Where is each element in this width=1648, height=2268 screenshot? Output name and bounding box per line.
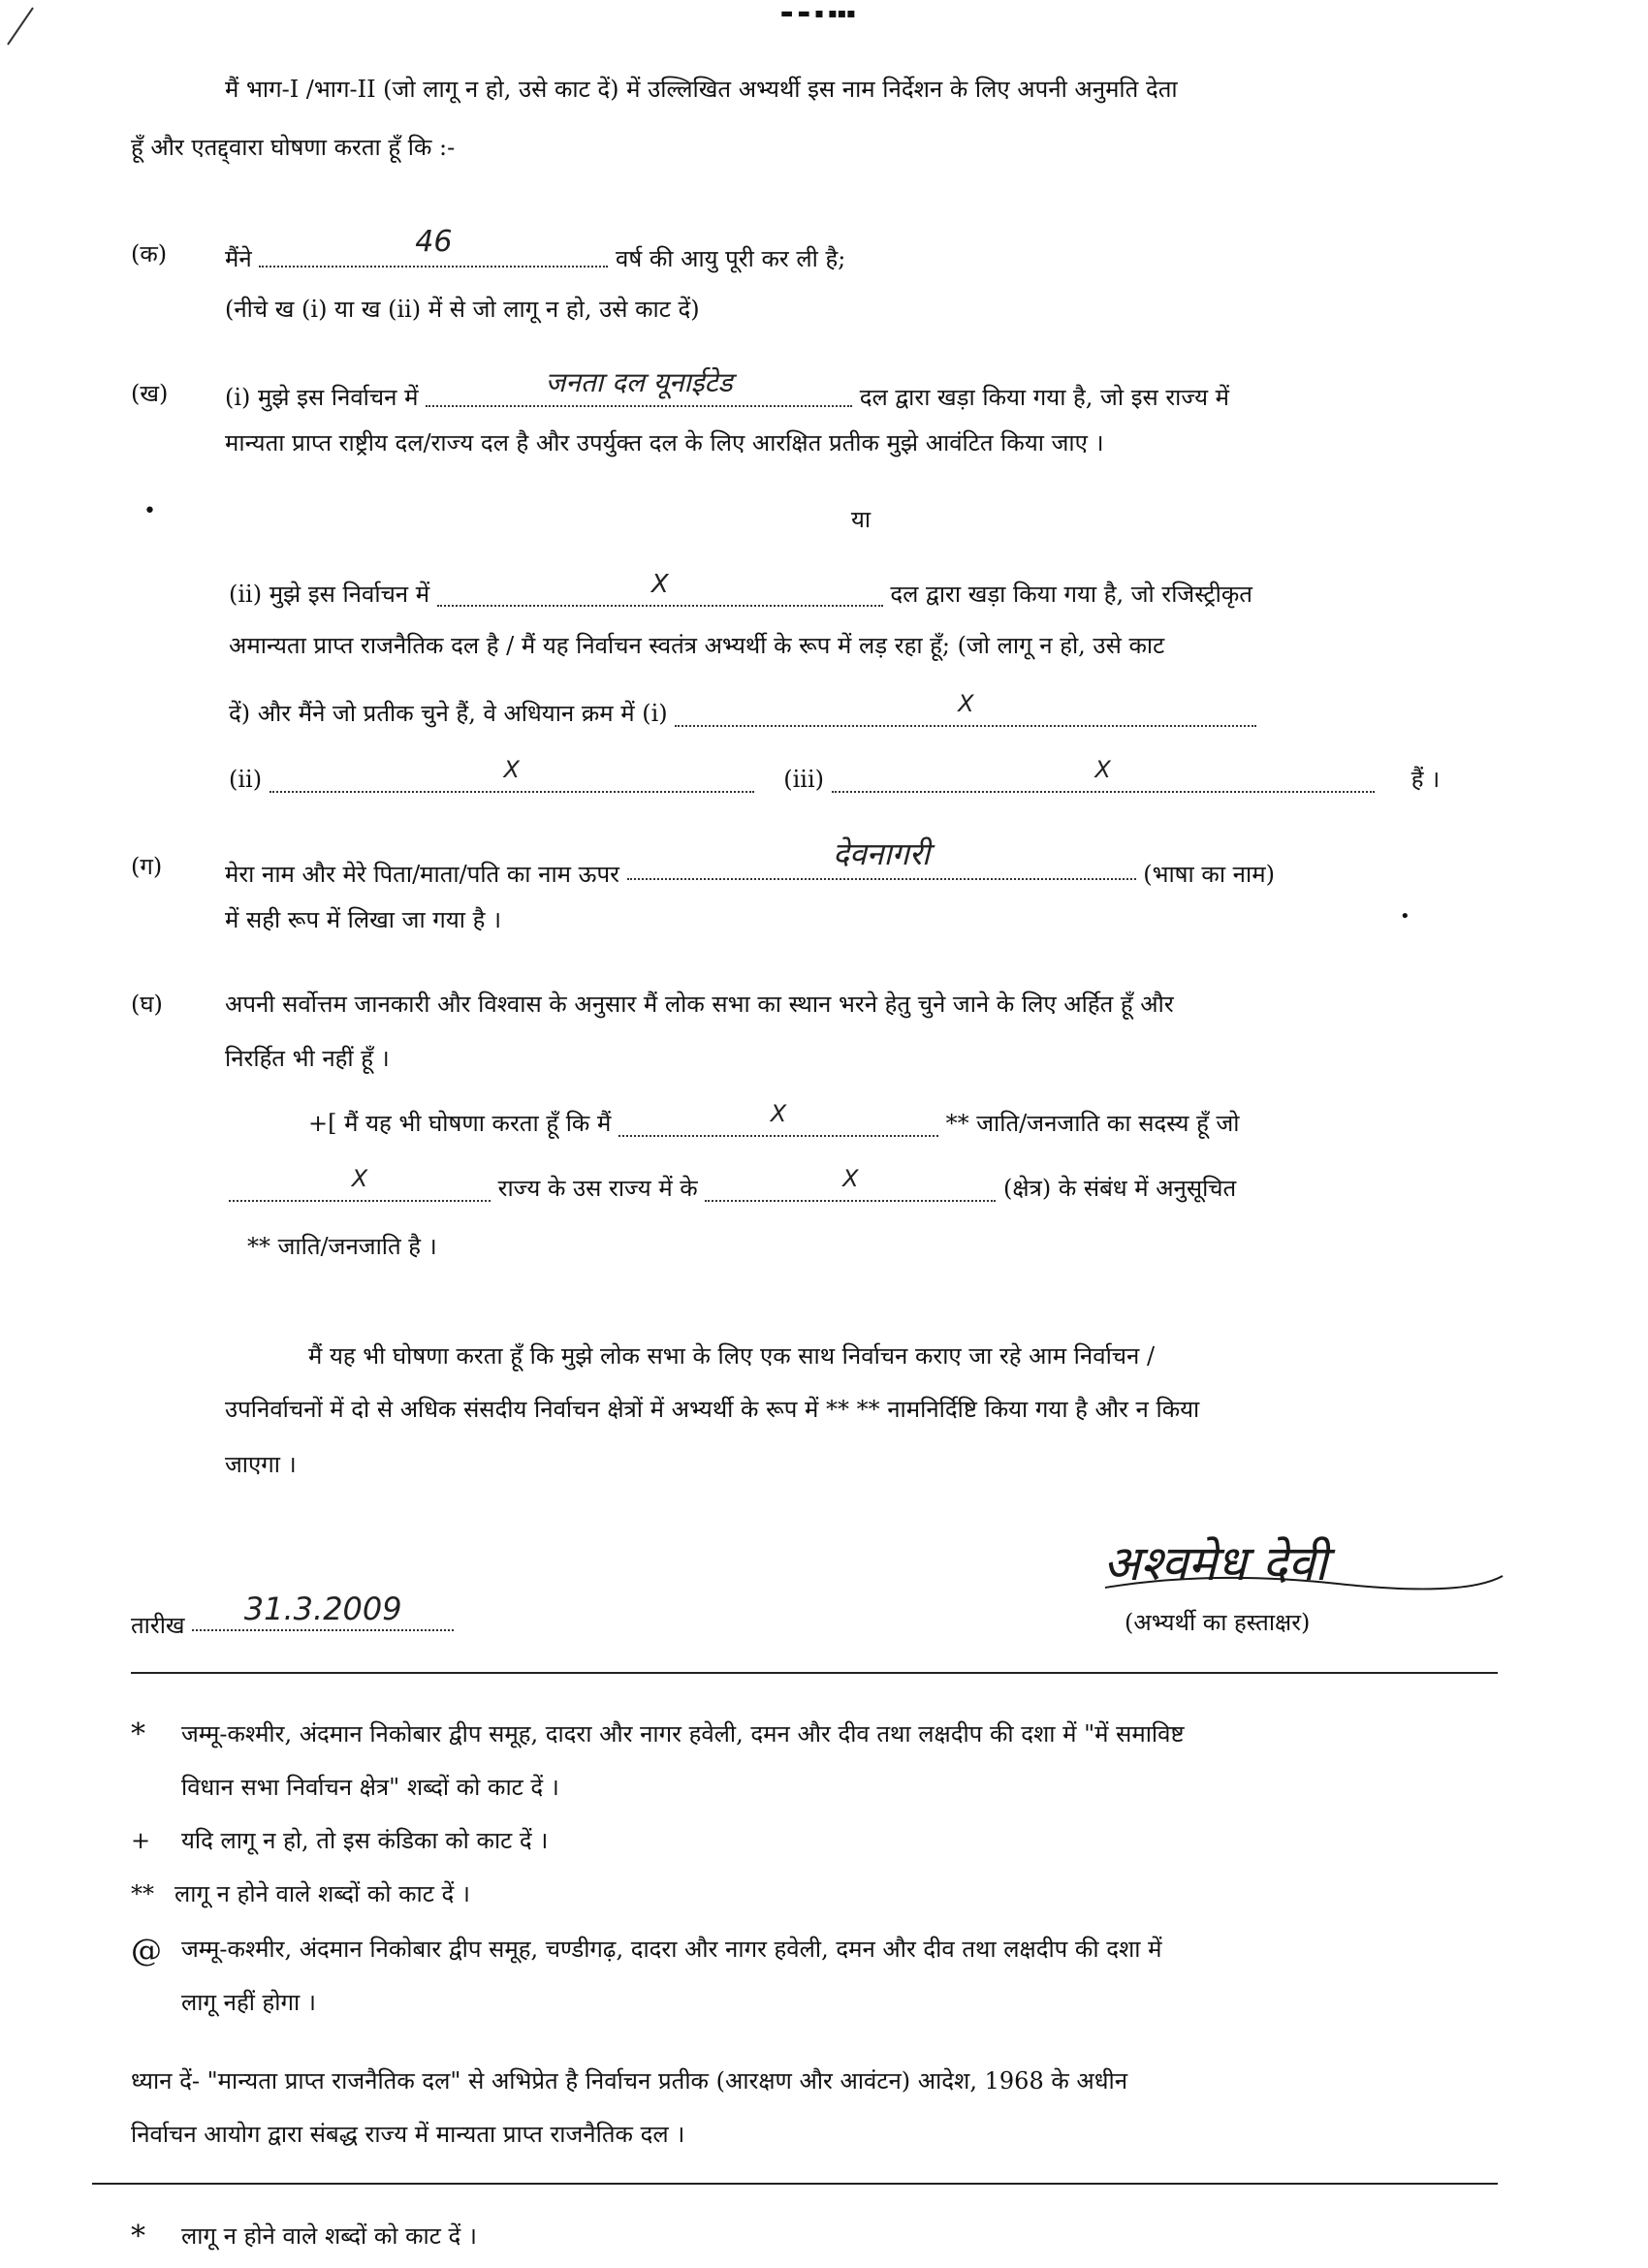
note-line-1: ध्यान दें- "मान्यता प्राप्त राजनैतिक दल" से अभिप्रेत है निर्वाचन प्रतीक (आरक्षण और आवंटन) आदेश, 1968 के अधीन <box>131 2067 1128 2095</box>
clause-kha-i-post: दल द्वारा खड़ा किया गया है, जो इस राज्य में <box>859 384 1229 411</box>
clause-kha-ii-line <box>229 570 1252 609</box>
caste-value: X <box>770 1100 787 1127</box>
page-mark: ▬ ▬ ▪ ▪▪▪ <box>780 6 856 21</box>
clause-ga-pre: मेरा नाम और मेरे पिता/माता/पति का नाम ऊपर <box>225 861 619 888</box>
footnote-star-line-1: जम्मू-कश्मीर, अंदमान निकोबार द्वीप समूह, दादरा और नागर हवेली, दमन और दीव तथा लक्षदीप की दशा में "में समाविष्ट <box>181 1720 1185 1748</box>
note-line-2: निर्वाचन आयोग द्वारा संबद्ध राज्य में मान्यता प्राप्त राजनैतिक दल । <box>131 2121 685 2148</box>
age-value: 46 <box>415 225 453 259</box>
divider-top <box>131 1672 1498 1674</box>
footnote-star-line-2: विधान सभा निर्वाचन क्षेत्र" शब्दों को काट दें । <box>181 1774 559 1801</box>
caste-end: ** जाति/जनजाति है । <box>247 1233 437 1260</box>
clause-ka-note: (नीचे ख (i) या ख (ii) में से जो लागू न हो, उसे काट दें) <box>225 296 700 323</box>
stray-dot: • <box>1400 906 1410 927</box>
caste-pre: +[ मैं यह भी घोषणा करता हूँ कि मैं <box>308 1110 612 1137</box>
date-value: 31.3.2009 <box>243 1591 402 1627</box>
language-field[interactable] <box>627 835 1136 880</box>
symbols-line <box>229 756 1441 794</box>
clause-gha-label: (घ) <box>131 991 163 1018</box>
clause-ga-label: (ग) <box>131 853 163 880</box>
clause-ka-pre: मैंने <box>225 245 252 272</box>
symbol-3-value: X <box>1094 756 1111 783</box>
intro-line-2: हूँ और एतद्द्वारा घोषणा करता हूँ कि :- <box>131 134 456 161</box>
date-field[interactable] <box>192 1591 454 1631</box>
clause-kha-label: (ख) <box>131 380 169 407</box>
clause-gha-line2: निरर्हित भी नहीं हूँ । <box>225 1045 390 1072</box>
area-field[interactable] <box>705 1165 996 1202</box>
footnote-star-symbol: * <box>131 1717 145 1751</box>
declaration-line-1: मैं यह भी घोषणा करता हूँ कि मुझे लोक सभा के लिए एक साथ निर्वाचन कराए जा रहे आम निर्वाचन / <box>308 1342 1156 1370</box>
symbol-1-field[interactable] <box>675 690 1256 727</box>
clause-ka-post: वर्ष की आयु पूरी कर ली है; <box>615 245 846 272</box>
clause-ga-line2: में सही रूप में लिखा जा गया है । <box>225 906 502 933</box>
bottom-footnote-symbol: * <box>131 2220 145 2253</box>
symbols-end: हैं । <box>1410 766 1441 793</box>
candidate-signature <box>1095 1520 1512 1613</box>
clause-kha-i-line <box>225 366 1229 412</box>
intro-line-1: मैं भाग-I /भाग-II (जो लागू न हो, उसे काट दें) में उल्लिखित अभ्यर्थी इस नाम निर्देशन के लिए अपनी अनुमति देता <box>225 76 1178 103</box>
symbol-2-field[interactable] <box>269 756 754 793</box>
divider-bottom <box>92 2183 1498 2185</box>
clause-kha-ii-line3-text: दें) और मैंने जो प्रतीक चुने हैं, वे अधियान क्रम में (i) <box>229 700 668 727</box>
state-field[interactable] <box>229 1165 491 1202</box>
party-field[interactable] <box>426 366 852 407</box>
signature-svg <box>1095 1520 1512 1607</box>
clause-ka-label: (क) <box>131 240 168 268</box>
caste-line <box>308 1100 1240 1138</box>
symbol-iii-label: (iii) <box>783 766 824 793</box>
symbol-ii-label: (ii) <box>229 766 263 793</box>
declaration-line-3: जाएगा । <box>225 1451 297 1478</box>
date-line <box>131 1591 454 1640</box>
clause-ga-post: (भाषा का नाम) <box>1143 861 1275 888</box>
state-post: (क्षेत्र) के संबंध में अनुसूचित <box>1003 1175 1237 1202</box>
or-label: या <box>851 506 872 533</box>
symbol-1-value: X <box>958 690 974 717</box>
state-line <box>229 1165 1237 1203</box>
clause-kha-ii-post: दल द्वारा खड़ा किया गया है, जो रजिस्ट्रीकृत <box>890 581 1252 608</box>
bullet-dot: • <box>143 499 156 523</box>
party-value: जनता दल यूनाईटेड <box>545 366 733 398</box>
ii-party-value: X <box>650 570 669 599</box>
clause-kha-i-line2: मान्यता प्राप्त राष्ट्रीय दल/राज्य दल है और उपर्युक्त दल के लिए आरक्षित प्रतीक मुझे आवंटित किया जाए । <box>225 429 1104 457</box>
area-value: X <box>842 1165 859 1192</box>
caste-field[interactable] <box>618 1100 938 1137</box>
corner-stroke <box>6 6 35 52</box>
footnote-dstar-symbol: ** <box>131 1880 154 1907</box>
date-label: तारीख <box>131 1612 185 1639</box>
bottom-footnote: लागू न होने वाले शब्दों को काट दें । <box>181 2222 477 2250</box>
declaration-line-2: उपनिर्वाचनों में दो से अधिक संसदीय निर्वाचन क्षेत्रों में अभ्यर्थी के रूप में ** ** नामनिर्दिष्टि किया गया है और न किया <box>225 1396 1200 1423</box>
state-mid: राज्य के उस राज्य में के <box>497 1175 698 1202</box>
clause-kha-ii-line2: अमान्यता प्राप्त राजनैतिक दल है / मैं यह निर्वाचन स्वतंत्र अभ्यर्थी के रूप में लड़ रहा हूँ; (जो लागू न हो, उसे काट <box>229 632 1165 659</box>
symbol-2-value: X <box>503 756 520 783</box>
clause-ga-line <box>225 835 1275 889</box>
signature-text: अश्वमेध देवी <box>1103 1535 1328 1591</box>
footnote-plus-symbol: + <box>131 1827 151 1854</box>
age-field[interactable] <box>259 225 608 268</box>
clause-kha-i-pre: (i) मुझे इस निर्वाचन में <box>225 384 419 411</box>
ii-party-field[interactable] <box>437 570 883 607</box>
footnote-dstar: लागू न होने वाले शब्दों को काट दें । <box>174 1880 470 1907</box>
signature-caption: (अभ्यर्थी का हस्ताक्षर) <box>1125 1609 1311 1636</box>
footnote-plus: यदि लागू न हो, तो इस कंडिका को काट दें । <box>181 1827 549 1854</box>
state-value: X <box>351 1165 368 1192</box>
clause-gha-line1: अपनी सर्वोत्तम जानकारी और विश्वास के अनुसार मैं लोक सभा का स्थान भरने हेतु चुने जाने के लिए अर्हित हूँ और <box>225 991 1174 1018</box>
footnote-at-line-2: लागू नहीं होगा । <box>181 1989 316 2016</box>
clause-kha-ii-pre: (ii) मुझे इस निर्वाचन में <box>229 581 430 608</box>
caste-post: ** जाति/जनजाति का सदस्य हूँ जो <box>945 1110 1240 1137</box>
footnote-at-symbol: @ <box>131 1932 162 1969</box>
footnote-at-line-1: जम्मू-कश्मीर, अंदमान निकोबार द्वीप समूह, चण्डीगढ़, दादरा और नागर हवेली, दमन और दीव तथा लक्षदीप की दशा में <box>181 1936 1162 1963</box>
language-value: देवनागरी <box>832 835 931 872</box>
symbol-3-field[interactable] <box>832 756 1375 793</box>
clause-kha-ii-line3 <box>229 690 1256 728</box>
clause-ka-line <box>225 225 846 273</box>
